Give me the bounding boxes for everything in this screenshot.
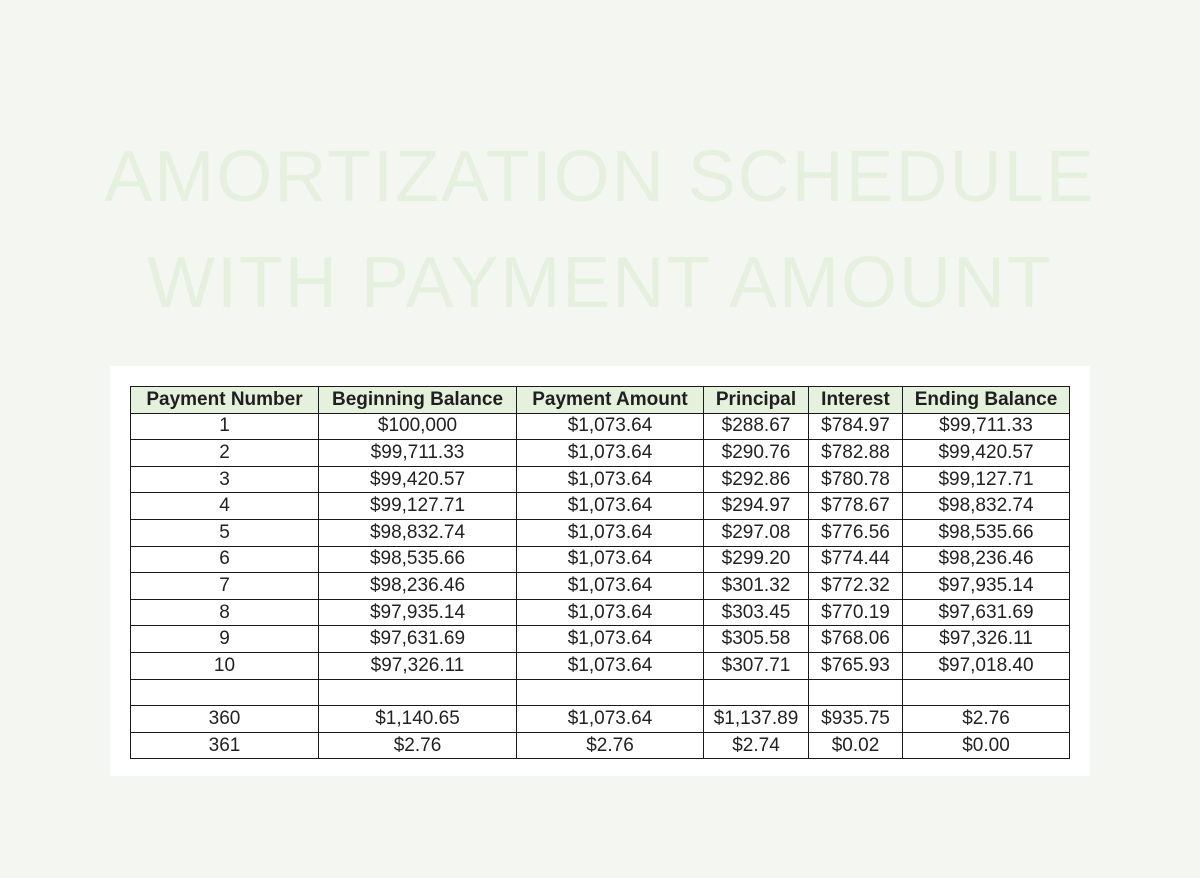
header-beginning-balance: Beginning Balance <box>319 387 517 414</box>
cell-principal: $2.74 <box>704 732 809 759</box>
cell-payment-number: 1 <box>131 413 319 440</box>
cell-ending-balance: $0.00 <box>903 732 1070 759</box>
cell-beginning-balance: $98,236.46 <box>319 573 517 600</box>
cell-interest: $768.06 <box>809 626 903 653</box>
cell-principal: $299.20 <box>704 546 809 573</box>
cell-payment-amount <box>517 679 704 706</box>
cell-principal <box>704 679 809 706</box>
header-interest: Interest <box>809 387 903 414</box>
cell-interest: $772.32 <box>809 573 903 600</box>
cell-payment-number: 5 <box>131 519 319 546</box>
cell-payment-amount: $1,073.64 <box>517 493 704 520</box>
cell-interest: $776.56 <box>809 519 903 546</box>
cell-ending-balance: $99,711.33 <box>903 413 1070 440</box>
table-row <box>131 546 1070 573</box>
cell-ending-balance: $97,935.14 <box>903 573 1070 600</box>
cell-beginning-balance: $100,000 <box>319 413 517 440</box>
cell-beginning-balance: $97,326.11 <box>319 652 517 679</box>
cell-interest: $765.93 <box>809 652 903 679</box>
cell-beginning-balance: $97,935.14 <box>319 599 517 626</box>
cell-interest: $778.67 <box>809 493 903 520</box>
table-row <box>131 440 1070 467</box>
cell-ending-balance: $98,832.74 <box>903 493 1070 520</box>
cell-principal: $1,137.89 <box>704 706 809 733</box>
cell-payment-amount: $1,073.64 <box>517 546 704 573</box>
cell-interest <box>809 679 903 706</box>
cell-principal: $307.71 <box>704 652 809 679</box>
cell-principal: $297.08 <box>704 519 809 546</box>
cell-payment-amount: $2.76 <box>517 732 704 759</box>
table-row <box>131 599 1070 626</box>
cell-interest: $770.19 <box>809 599 903 626</box>
cell-beginning-balance: $98,832.74 <box>319 519 517 546</box>
cell-beginning-balance: $99,127.71 <box>319 493 517 520</box>
cell-ending-balance: $97,326.11 <box>903 626 1070 653</box>
cell-payment-number: 361 <box>131 732 319 759</box>
cell-payment-number: 10 <box>131 652 319 679</box>
cell-interest: $0.02 <box>809 732 903 759</box>
header-ending-balance: Ending Balance <box>903 387 1070 414</box>
cell-payment-number: 6 <box>131 546 319 573</box>
cell-payment-amount: $1,073.64 <box>517 706 704 733</box>
table-row <box>131 652 1070 679</box>
table-row <box>131 626 1070 653</box>
header-payment-amount: Payment Amount <box>517 387 704 414</box>
header-payment-number: Payment Number <box>131 387 319 414</box>
cell-payment-amount: $1,073.64 <box>517 626 704 653</box>
cell-payment-number: 7 <box>131 573 319 600</box>
cell-payment-amount: $1,073.64 <box>517 652 704 679</box>
cell-interest: $935.75 <box>809 706 903 733</box>
amortization-table <box>130 386 1070 759</box>
title-line-1: AMORTIZATION SCHEDULE <box>104 137 1096 217</box>
cell-principal: $301.32 <box>704 573 809 600</box>
cell-interest: $784.97 <box>809 413 903 440</box>
cell-principal: $294.97 <box>704 493 809 520</box>
cell-principal: $290.76 <box>704 440 809 467</box>
table-row <box>131 573 1070 600</box>
cell-beginning-balance: $99,711.33 <box>319 440 517 467</box>
cell-ending-balance: $99,420.57 <box>903 440 1070 467</box>
cell-ending-balance: $99,127.71 <box>903 466 1070 493</box>
cell-interest: $782.88 <box>809 440 903 467</box>
cell-beginning-balance: $2.76 <box>319 732 517 759</box>
cell-payment-amount: $1,073.64 <box>517 599 704 626</box>
header-principal: Principal <box>704 387 809 414</box>
cell-ending-balance: $98,535.66 <box>903 519 1070 546</box>
cell-principal: $288.67 <box>704 413 809 440</box>
cell-ending-balance <box>903 679 1070 706</box>
cell-beginning-balance: $97,631.69 <box>319 626 517 653</box>
cell-payment-number: 2 <box>131 440 319 467</box>
cell-beginning-balance <box>319 679 517 706</box>
cell-interest: $780.78 <box>809 466 903 493</box>
cell-payment-amount: $1,073.64 <box>517 413 704 440</box>
cell-payment-number: 360 <box>131 706 319 733</box>
cell-payment-number <box>131 679 319 706</box>
cell-beginning-balance: $98,535.66 <box>319 546 517 573</box>
cell-ending-balance: $97,018.40 <box>903 652 1070 679</box>
table-header-row <box>131 387 1070 414</box>
table-row <box>131 706 1070 733</box>
cell-payment-amount: $1,073.64 <box>517 573 704 600</box>
cell-principal: $303.45 <box>704 599 809 626</box>
cell-ending-balance: $97,631.69 <box>903 599 1070 626</box>
page-title <box>0 124 1200 336</box>
table-row <box>131 519 1070 546</box>
cell-beginning-balance: $99,420.57 <box>319 466 517 493</box>
cell-principal: $305.58 <box>704 626 809 653</box>
title-line-2: WITH PAYMENT AMOUNT <box>146 243 1053 323</box>
cell-payment-amount: $1,073.64 <box>517 440 704 467</box>
cell-payment-number: 4 <box>131 493 319 520</box>
cell-ending-balance: $98,236.46 <box>903 546 1070 573</box>
cell-payment-number: 8 <box>131 599 319 626</box>
cell-payment-number: 9 <box>131 626 319 653</box>
cell-payment-amount: $1,073.64 <box>517 519 704 546</box>
cell-principal: $292.86 <box>704 466 809 493</box>
table-row <box>131 493 1070 520</box>
table-row <box>131 466 1070 493</box>
cell-payment-number: 3 <box>131 466 319 493</box>
cell-payment-amount: $1,073.64 <box>517 466 704 493</box>
table-row <box>131 732 1070 759</box>
cell-interest: $774.44 <box>809 546 903 573</box>
cell-ending-balance: $2.76 <box>903 706 1070 733</box>
table-row <box>131 413 1070 440</box>
cell-beginning-balance: $1,140.65 <box>319 706 517 733</box>
table-row-empty <box>131 679 1070 706</box>
